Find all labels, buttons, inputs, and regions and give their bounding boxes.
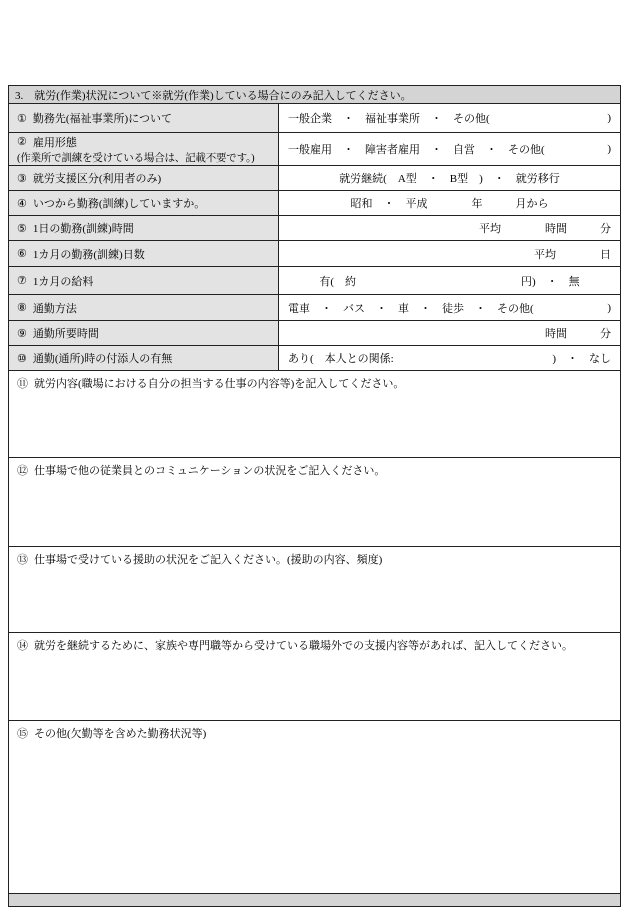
start-date-value-text: 昭和 ・ 平成 年 月から	[350, 198, 549, 210]
row-job-description	[9, 371, 620, 458]
monthly-days-value-cell	[279, 241, 620, 266]
row-number: ⑭	[17, 640, 28, 652]
row-daily-hours	[9, 216, 620, 241]
attendant-label-cell	[9, 346, 279, 370]
workplace-options-text: 一般企業 ・ 福祉事業所 ・ その他(	[288, 113, 490, 125]
row-commute-time	[9, 321, 620, 346]
row-communication	[9, 458, 620, 547]
table-footer-strip	[9, 894, 620, 906]
daily-hours-value-cell	[279, 216, 620, 240]
monthly-salary-value-text: 有( 約 円) ・ 無	[319, 275, 580, 288]
employment-type-options-close-paren: )	[607, 143, 611, 155]
row-attendant	[9, 346, 620, 371]
row-commute-method	[9, 295, 620, 321]
external-support-label: 就労を継続するために、家族や専門職等から受けている職場外での支援内容等があれば、記入してください。	[34, 640, 573, 652]
commute-time-value-text: 時間 分	[545, 328, 611, 340]
row-number: ⑧	[17, 302, 27, 314]
commute-time-label: 通勤所要時間	[32, 328, 99, 340]
row-number: ①	[17, 112, 27, 125]
row-other-notes	[9, 721, 620, 894]
row-number: ⑮	[17, 728, 28, 740]
employment-type-label: 雇用形態	[32, 136, 77, 149]
support-category-options-text: 就労継続( A型 ・ B型 ) ・ 就労移行	[339, 173, 560, 185]
row-external-support	[9, 633, 620, 721]
start-date-label-cell	[9, 191, 279, 215]
job-description-label: 就労内容(職場における自分の担当する仕事の内容等)を記入してください。	[34, 378, 405, 390]
row-number: ⑤	[17, 222, 27, 235]
workplace-label: 勤務先(福祉事業所)について	[32, 113, 172, 125]
monthly-salary-label: 1カ月の給料	[32, 275, 94, 288]
monthly-days-value-text: 平均 日	[534, 248, 611, 261]
support-category-options-cell	[279, 166, 620, 190]
commute-time-value-cell	[279, 321, 620, 345]
row-monthly-days	[9, 241, 620, 267]
workplace-options-close-paren: )	[607, 112, 611, 124]
monthly-salary-label-cell	[9, 267, 279, 294]
row-workplace	[9, 104, 620, 133]
row-employment-type	[9, 133, 620, 166]
row-number: ②	[17, 136, 27, 148]
assistance-label: 仕事場で受けている援助の状況をご記入ください。(援助の内容、頻度)	[34, 554, 383, 566]
row-number: ⑩	[17, 352, 27, 365]
employment-type-options-text: 一般雇用 ・ 障害者雇用 ・ 自営 ・ その他(	[288, 144, 545, 156]
row-number: ⑥	[17, 248, 27, 260]
monthly-salary-value-cell	[279, 267, 620, 294]
monthly-days-label: 1カ月の勤務(訓練)日数	[32, 248, 145, 261]
monthly-days-label-cell	[9, 241, 279, 266]
row-number: ③	[17, 172, 27, 185]
commute-method-label-cell	[9, 295, 279, 320]
row-number: ⑨	[17, 327, 27, 340]
employment-type-options-cell	[279, 133, 620, 165]
attendant-options-cell	[279, 346, 620, 370]
section-header-text: 3. 就労(作業)状況について※就労(作業)している場合にのみ記入してください。	[15, 89, 412, 102]
employment-type-note: (作業所で訓練を受けている場合は、記載不要です。)	[17, 152, 255, 164]
row-start-date	[9, 191, 620, 216]
communication-label: 仕事場で他の従業員とのコミュニケーションの状況をご記入ください。	[34, 465, 386, 477]
attendant-options-text: あり( 本人との関係:	[288, 353, 394, 365]
commute-time-label-cell	[9, 321, 279, 345]
commute-method-label: 通勤方法	[32, 302, 77, 315]
row-support-category	[9, 166, 620, 191]
other-notes-label: その他(欠勤等を含めた勤務状況等)	[34, 728, 207, 740]
support-category-label: 就労支援区分(利用者のみ)	[32, 173, 162, 185]
row-number: ⑬	[17, 554, 28, 566]
daily-hours-label-cell	[9, 216, 279, 240]
row-monthly-salary	[9, 267, 620, 295]
row-number: ⑦	[17, 275, 27, 287]
commute-method-options-cell	[279, 295, 620, 320]
support-category-label-cell	[9, 166, 279, 190]
daily-hours-value-text: 平均 時間 分	[479, 223, 611, 235]
commute-method-options-close-paren: )	[607, 301, 611, 314]
workplace-label-cell	[9, 104, 279, 132]
section-header	[9, 86, 620, 104]
commute-method-options-text: 電車 ・ バス ・ 車 ・ 徒歩 ・ その他(	[288, 302, 534, 315]
row-number: ④	[17, 197, 27, 210]
daily-hours-label: 1日の勤務(訓練)時間	[32, 223, 134, 235]
start-date-label: いつから勤務(訓練)していますか。	[32, 198, 206, 210]
employment-type-label-cell	[9, 133, 279, 165]
workplace-options-cell	[279, 104, 620, 132]
row-number: ⑫	[17, 465, 28, 477]
employment-status-form	[8, 85, 621, 907]
row-assistance	[9, 547, 620, 633]
start-date-value-cell	[279, 191, 620, 215]
attendant-label: 通勤(通所)時の付添人の有無	[32, 353, 173, 365]
row-number: ⑪	[17, 378, 28, 390]
attendant-options-suffix: ) ・ なし	[552, 353, 611, 365]
